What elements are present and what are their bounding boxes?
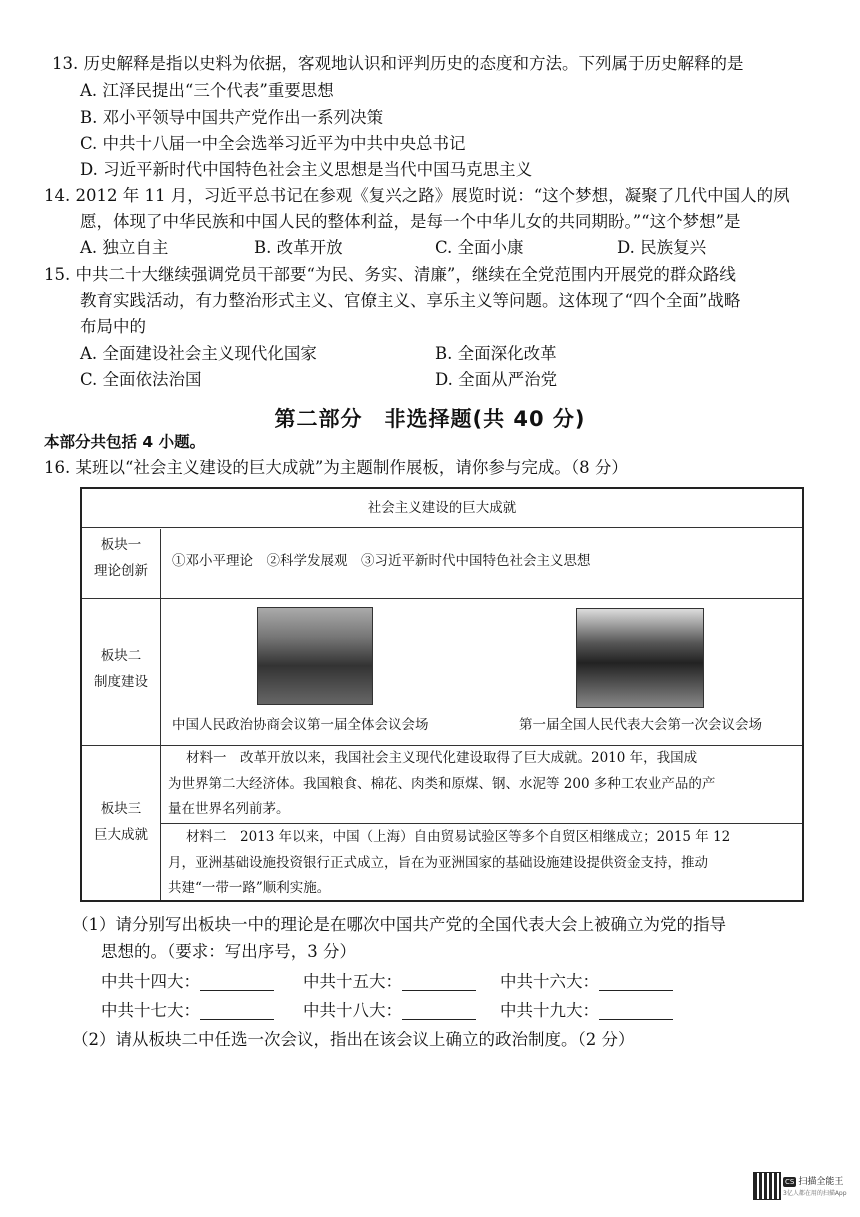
part2-title: 第二部分 非选择题(共 40 分): [274, 407, 586, 431]
block1-label: [82, 533, 160, 584]
q16-stem: 16. 某班以“社会主义建设的巨大成就”为主题制作展板，请你参与完成。（8 分）: [44, 458, 628, 477]
material2: [168, 825, 798, 902]
block2-label-line1: 板块二: [100, 648, 142, 664]
q15-stem-line3: 布局中的: [80, 317, 146, 336]
cs-logo-icon: CS: [785, 1178, 795, 1186]
block2-label-line2: 制度建设: [94, 673, 148, 690]
blank-17th[interactable]: 中共十七大：: [101, 1003, 274, 1020]
q14-option-b: B. 改革开放: [254, 238, 343, 257]
q15-stem-line2: 教育实践活动，有力整治形式主义、官僚主义、享乐主义等问题。这体现了“四个全面”战略: [80, 291, 741, 310]
q14-option-c: C. 全面小康: [435, 238, 524, 257]
q15-stem-line1: 15. 中共二十大继续强调党员干部要“为民、务实、清廉”，继续在全党范围内开展党的群众路线: [44, 265, 736, 284]
block3-label-line1: 板块三: [100, 801, 142, 817]
block3-label: [82, 797, 160, 848]
material2-line3: 共建“一带一路”顺利实施。: [168, 880, 331, 897]
material1: [168, 746, 798, 823]
q15-option-d: D. 全面从严治党: [435, 370, 558, 389]
q15-option-b: B. 全面深化改革: [435, 344, 557, 363]
table-header: 社会主义建设的巨大成就: [367, 500, 517, 516]
blank-15th[interactable]: 中共十五大：: [303, 974, 476, 991]
q13-option-a: A. 江泽民提出“三个代表”重要思想: [80, 81, 334, 100]
blank-19th[interactable]: 中共十九大：: [500, 1003, 673, 1020]
block1-content: ①邓小平理论 ②科学发展观 ③习近平新时代中国特色社会主义思想: [172, 553, 591, 569]
scanner-watermark: CS 扫描全能王: [785, 1177, 844, 1187]
material2-line2: 月，亚洲基础设施投资银行正式成立，旨在为亚洲国家的基础设施建设提供资金支持，推动: [168, 854, 708, 871]
block3-label-line2: 巨大成就: [94, 826, 148, 843]
q14-option-d: D. 民族复兴: [617, 238, 707, 257]
block1-label-line1: 板块一: [100, 537, 142, 553]
part2-note: 本部分共包括 4 小题。: [44, 433, 206, 451]
npc-hall-photo: [576, 608, 704, 708]
photo1-caption: 中国人民政治协商会议第一届全体会议会场: [172, 717, 429, 733]
q13-option-b: B. 邓小平领导中国共产党作出一系列决策: [80, 108, 384, 127]
blank-18th[interactable]: 中共十八大：: [303, 1003, 476, 1020]
cppcc-hall-photo: [257, 607, 373, 705]
q13-stem: 13. 历史解释是指以史料为依据，客观地认识和评判历史的态度和方法。下列属于历史解释的是: [52, 54, 744, 73]
block1-label-line2: 理论创新: [94, 562, 148, 579]
exhibit-table: [80, 487, 804, 902]
q15-option-a: A. 全面建设社会主义现代化国家: [80, 344, 317, 363]
block2-label: [82, 644, 160, 695]
material1-line1: 材料一 改革开放以来，我国社会主义现代化建设取得了巨大成就。2010 年，我国成: [186, 750, 698, 766]
photo2-caption: 第一届全国人民代表大会第一次会议会场: [519, 717, 762, 733]
q15-option-c: C. 全面依法治国: [80, 370, 202, 389]
q16-sub1-line2: 思想的。（要求：写出序号，3 分）: [101, 942, 356, 961]
q16-sub2: （2）请从板块二中任选一次会议，指出在该会议上确立的政治制度。（2 分）: [72, 1030, 635, 1049]
q14-option-a: A. 独立自主: [80, 238, 169, 257]
q14-stem-line1: 14. 2012 年 11 月，习近平总书记在参观《复兴之路》展览时说：“这个梦想，凝聚了几代中国人的夙: [44, 186, 790, 205]
q16-sub1-line1: （1）请分别写出板块一中的理论是在哪次中国共产党的全国代表大会上被确立为党的指导: [72, 915, 726, 934]
q13-option-c: C. 中共十八届一中全会选举习近平为中共中央总书记: [80, 134, 466, 153]
qr-code-icon: [753, 1172, 781, 1200]
blank-14th[interactable]: 中共十四大：: [101, 974, 274, 991]
blank-16th[interactable]: 中共十六大：: [500, 974, 673, 991]
material1-line2: 为世界第二大经济体。我国粮食、棉花、肉类和原煤、钢、水泥等 200 多种工农业产品的产: [168, 775, 716, 792]
material1-line3: 量在世界名列前茅。: [168, 801, 290, 818]
scanner-subtitle: 3亿人都在用的扫描App: [783, 1190, 847, 1197]
q14-stem-line2: 愿，体现了中华民族和中国人民的整体利益，是每一个中华儿女的共同期盼。”“这个梦想”是: [80, 212, 741, 231]
material2-line1: 材料二 2013 年以来，中国（上海）自由贸易试验区等多个自贸区相继成立；2015 年 12: [186, 829, 731, 845]
q13-option-d: D. 习近平新时代中国特色社会主义思想是当代中国马克思主义: [80, 160, 533, 179]
